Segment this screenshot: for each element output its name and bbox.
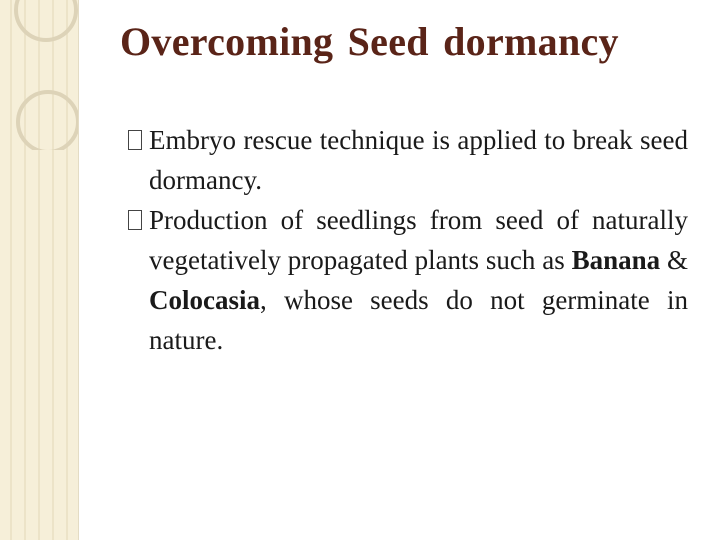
decorative-rings [0,0,78,150]
bullet-text: , whose seeds do not germinate in nature. [149,285,688,355]
bold-term: Banana [571,245,661,275]
slide-body [128,120,688,360]
bold-term: Colocasia [149,285,260,315]
bullet-text: Embryo rescue technique is applied to break seed dormancy. [149,125,688,195]
missing-glyph-icon [128,130,142,150]
decorative-ring [18,92,78,150]
bullet-text: Production of seedlings from seed of naturally vegetatively propagated plants such as [149,205,688,275]
decorative-ring [16,0,76,40]
slide-title: Overcoming Seed dormancy [120,19,619,64]
decorative-side-band [0,0,79,540]
bullet-item [128,120,688,200]
missing-glyph-icon [128,210,142,230]
bullet-item [128,200,688,360]
bullet-text: & [660,245,688,275]
